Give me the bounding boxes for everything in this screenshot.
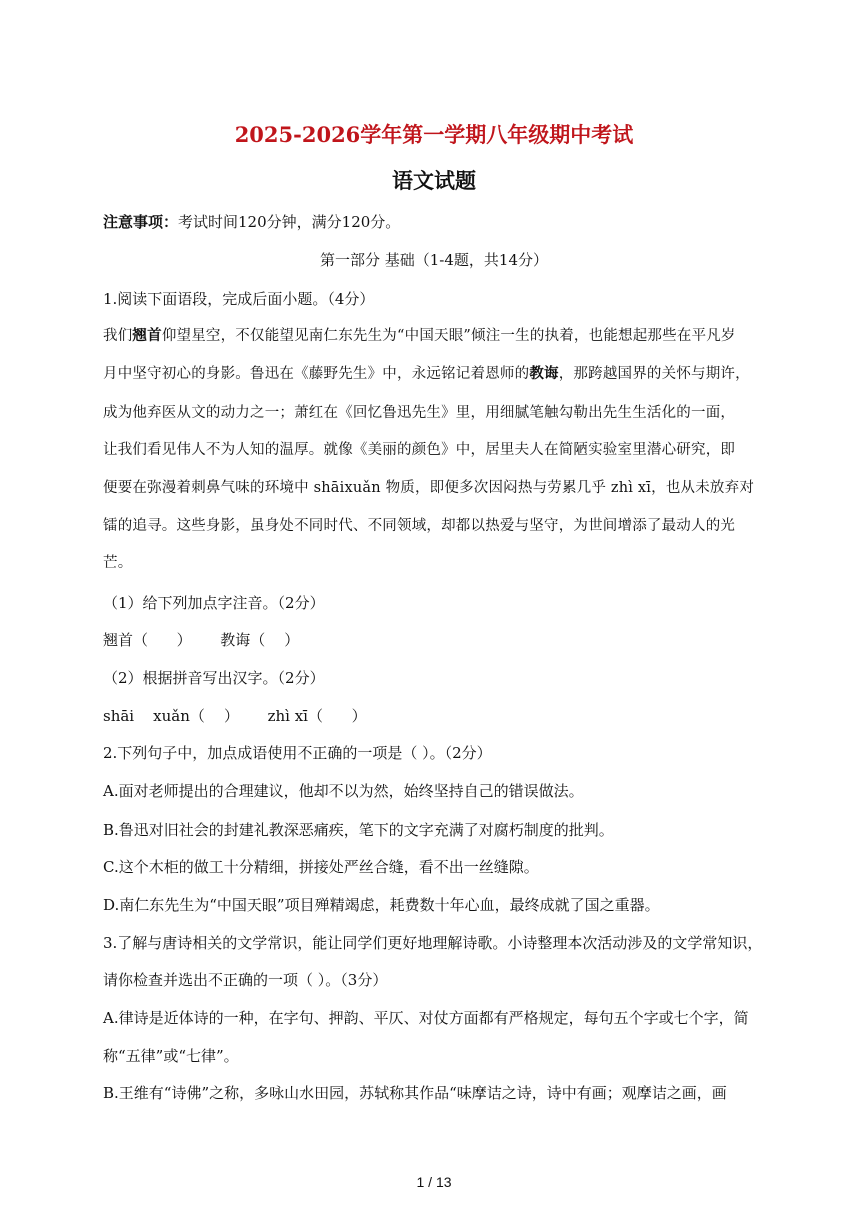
q3-option-b-line-1: B.王维有“诗佛”之称，多咏山水田园，苏轼称其作品“味摩诘之诗，诗中有画；观摩诘之画，画	[103, 1084, 727, 1102]
page-number: 1 / 13	[416, 1174, 452, 1190]
notice-text: 考试时间120分钟，满分120分。	[178, 213, 401, 231]
q1-stem: 1.阅读下面语段，完成后面小题。（4分）	[103, 290, 375, 308]
q1-sub2-answer: shāi xuǎn（ ） zhì xī（ ）	[103, 707, 367, 725]
dotted-word-qiaoshou: 翘首	[132, 327, 162, 344]
q2-option-a: A.面对老师提出的合理建议，他却不以为然，始终坚持自己的错误做法。	[103, 782, 584, 800]
q1-sub1: （1）给下列加点字注音。（2分）	[103, 594, 325, 612]
passage-line-3: 成为他弃医从文的动力之一；萧红在《回忆鲁迅先生》里，用细腻笔触勾勒出先生生活化的一面，	[103, 405, 736, 421]
exam-title: 2025-2026学年第一学期八年级期中考试	[234, 122, 634, 147]
section-heading: 第一部分 基础（1-4题，共14分）	[319, 251, 548, 269]
q3-option-a-line-1: A.律诗是近体诗的一种，在字句、押韵、平仄、对仗方面都有严格规定，每句五个字或七个字，简	[103, 1009, 749, 1027]
passage-line-1	[103, 326, 736, 346]
q3-stem-line-2: 请你检查并选出不正确的一项（ ）。（3分）	[103, 971, 388, 989]
passage-line-5: 便要在弥漫着刺鼻气味的环境中 shāixuǎn 物质，即便多次因闷热与劳累几乎 zhì xī，也从未放弃对	[103, 480, 755, 496]
notice-line	[103, 212, 400, 232]
passage-text: 月中坚守初心的身影。鲁迅在《藤野先生》中，永远铭记着恩师的	[103, 366, 530, 382]
passage-text: ，那跨越国界的关怀与期许，	[558, 366, 750, 382]
exam-subtitle: 语文试题	[392, 168, 476, 193]
passage-line-6: 镭的追寻。这些身影，虽身处不同时代、不同领域，却都以热爱与坚守，为世间增添了最动人的光	[103, 518, 736, 534]
q1-sub2: （2）根据拼音写出汉字。（2分）	[103, 669, 325, 687]
q2-option-c: C.这个木柜的做工十分精细，拼接处严丝合缝，看不出一丝缝隙。	[103, 858, 539, 876]
notice-label: 注意事项：	[103, 213, 179, 231]
q2-option-b: B.鲁迅对旧社会的封建礼教深恶痛疾，笔下的文字充满了对腐朽制度的批判。	[103, 821, 614, 839]
passage-line-2	[103, 364, 750, 384]
q3-option-a-line-2: 称“五律”或“七律”。	[103, 1047, 239, 1065]
passage-text: 仰望星空，不仅能望见南仁东先生为“中国天眼”倾注一生的执着，也能想起那些在平凡岁	[161, 328, 736, 344]
q1-sub1-answer: 翘首（ ） 教诲（ ）	[103, 631, 300, 649]
passage-line-4: 让我们看见伟人不为人知的温厚。就像《美丽的颜色》中，居里夫人在简陋实验室里潜心研究，即	[103, 442, 736, 458]
q2-stem: 2.下列句子中，加点成语使用不正确的一项是（ ）。（2分）	[103, 744, 492, 762]
dotted-word-jiaohui: 教诲	[529, 365, 559, 382]
passage-text: 我们	[103, 328, 133, 344]
q2-option-d: D.南仁东先生为“中国天眼”项目殚精竭虑，耗费数十年心血，最终成就了国之重器。	[103, 896, 660, 914]
passage-line-7: 芒。	[103, 555, 133, 571]
q3-stem-line-1: 3.了解与唐诗相关的文学常识，能让同学们更好地理解诗歌。小诗整理本次活动涉及的文学常知识，	[103, 934, 763, 952]
